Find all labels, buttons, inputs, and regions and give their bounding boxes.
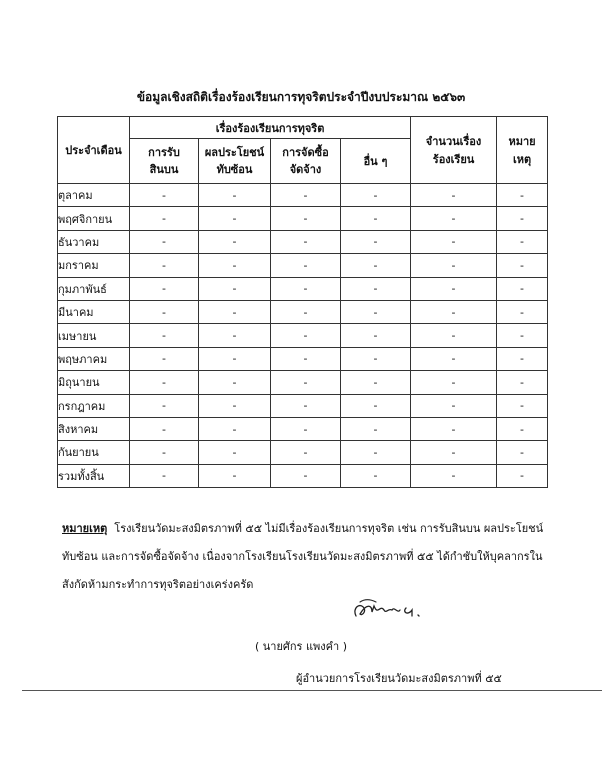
value-cell: -	[130, 417, 199, 440]
value-cell: -	[199, 230, 271, 253]
month-cell: เมษายน	[58, 324, 130, 347]
month-cell: สิงหาคม	[58, 417, 130, 440]
value-cell: -	[199, 207, 271, 230]
value-cell: -	[497, 347, 548, 370]
value-cell: -	[341, 230, 411, 253]
value-cell: -	[271, 184, 341, 207]
month-cell: ตุลาคม	[58, 184, 130, 207]
value-cell: -	[199, 254, 271, 277]
value-cell: -	[411, 417, 497, 440]
table-row	[58, 441, 548, 464]
value-cell: -	[199, 441, 271, 464]
value-cell: -	[341, 394, 411, 417]
value-cell: -	[130, 207, 199, 230]
table-row	[58, 371, 548, 394]
value-cell: -	[130, 230, 199, 253]
table-row	[58, 394, 548, 417]
value-cell: -	[411, 324, 497, 347]
table-row	[58, 207, 548, 230]
remark-block	[62, 515, 550, 599]
value-cell: -	[130, 464, 199, 487]
value-cell: -	[271, 394, 341, 417]
other-column-header: อื่น ๆ	[341, 139, 411, 184]
value-cell: -	[271, 464, 341, 487]
table-row	[58, 230, 548, 253]
value-cell: -	[199, 464, 271, 487]
table-row	[58, 324, 548, 347]
value-cell: -	[341, 300, 411, 323]
note-column-header: หมาย เหตุ	[497, 117, 548, 184]
value-cell: -	[411, 441, 497, 464]
value-cell: -	[271, 230, 341, 253]
value-cell: -	[341, 254, 411, 277]
value-cell: -	[341, 277, 411, 300]
month-cell: ธันวาคม	[58, 230, 130, 253]
value-cell: -	[130, 277, 199, 300]
value-cell: -	[411, 207, 497, 230]
value-cell: -	[411, 371, 497, 394]
value-cell: -	[199, 324, 271, 347]
value-cell: -	[497, 394, 548, 417]
value-cell: -	[411, 184, 497, 207]
value-cell: -	[341, 441, 411, 464]
value-cell: -	[497, 207, 548, 230]
value-cell: -	[271, 254, 341, 277]
value-cell: -	[411, 347, 497, 370]
value-cell: -	[199, 371, 271, 394]
conflict-of-interest-column-header: ผลประโยชน์ ทับซ้อน	[199, 139, 271, 184]
value-cell: -	[130, 324, 199, 347]
value-cell: -	[271, 277, 341, 300]
count-column-header: จำนวนเรื่อง ร้องเรียน	[411, 117, 497, 184]
value-cell: -	[130, 184, 199, 207]
value-cell: -	[341, 184, 411, 207]
value-cell: -	[341, 347, 411, 370]
page-divider-line	[22, 690, 602, 691]
value-cell: -	[411, 300, 497, 323]
value-cell: -	[497, 300, 548, 323]
month-cell: กุมภาพันธ์	[58, 277, 130, 300]
month-cell: พฤศจิกายน	[58, 207, 130, 230]
value-cell: -	[411, 277, 497, 300]
value-cell: -	[497, 254, 548, 277]
table-row	[58, 300, 548, 323]
value-cell: -	[411, 254, 497, 277]
value-cell: -	[271, 417, 341, 440]
month-cell: มีนาคม	[58, 300, 130, 323]
value-cell: -	[199, 394, 271, 417]
value-cell: -	[497, 464, 548, 487]
remark-text: โรงเรียนวัดมะสงมิตรภาพที่ ๕๕ ไม่มีเรื่องร้องเรียนการทุจริต เช่น การรับสินบน ผลประโยชน์ทับซ้อน และการจัดซื้อจัดจ้าง เนื่องจากโรงเรียนโรงเรียนวัดมะสงมิตรภาพที่ ๕๕ ได้กำชับให้บุคลากรในสังกัดห้ามกระทำการทุจริตอย่างเคร่งครัด	[62, 522, 544, 591]
value-cell: -	[130, 347, 199, 370]
month-cell: กรกฎาคม	[58, 394, 130, 417]
month-cell: มิถุนายน	[58, 371, 130, 394]
signer-name: ( นายศักร แพงคำ )	[254, 640, 347, 653]
value-cell: -	[271, 371, 341, 394]
value-cell: -	[271, 324, 341, 347]
table-row	[58, 347, 548, 370]
value-cell: -	[271, 207, 341, 230]
value-cell: -	[130, 300, 199, 323]
value-cell: -	[199, 277, 271, 300]
value-cell: -	[411, 394, 497, 417]
value-cell: -	[497, 277, 548, 300]
document-title: ข้อมูลเชิงสถิติเรื่องร้องเรียนการทุจริตประจำปีงบประมาณ ๒๕๖๓	[136, 90, 466, 104]
month-cell: มกราคม	[58, 254, 130, 277]
value-cell: -	[411, 464, 497, 487]
complaint-statistics-table	[57, 116, 548, 488]
value-cell: -	[341, 371, 411, 394]
complaint-group-header: เรื่องร้องเรียนการทุจริต	[130, 117, 411, 139]
handwritten-signature	[350, 598, 430, 622]
value-cell: -	[130, 441, 199, 464]
value-cell: -	[130, 394, 199, 417]
table-row	[58, 254, 548, 277]
month-column-header: ประจำเดือน	[58, 117, 130, 184]
table-row	[58, 464, 548, 487]
value-cell: -	[341, 417, 411, 440]
bribery-column-header: การรับ สินบน	[130, 139, 199, 184]
value-cell: -	[130, 254, 199, 277]
value-cell: -	[497, 230, 548, 253]
value-cell: -	[497, 184, 548, 207]
value-cell: -	[497, 417, 548, 440]
value-cell: -	[271, 347, 341, 370]
value-cell: -	[497, 371, 548, 394]
remark-label: หมายเหตุ	[62, 522, 108, 535]
value-cell: -	[497, 324, 548, 347]
value-cell: -	[341, 207, 411, 230]
value-cell: -	[341, 464, 411, 487]
table-row	[58, 184, 548, 207]
month-cell: กันยายน	[58, 441, 130, 464]
value-cell: -	[341, 324, 411, 347]
value-cell: -	[411, 230, 497, 253]
value-cell: -	[199, 417, 271, 440]
value-cell: -	[497, 441, 548, 464]
month-cell: พฤษภาคม	[58, 347, 130, 370]
value-cell: -	[271, 300, 341, 323]
table-row	[58, 277, 548, 300]
procurement-column-header: การจัดซื้อ จัดจ้าง	[271, 139, 341, 184]
value-cell: -	[199, 347, 271, 370]
table-row	[58, 417, 548, 440]
value-cell: -	[271, 441, 341, 464]
value-cell: -	[199, 300, 271, 323]
value-cell: -	[130, 371, 199, 394]
signer-position: ผู้อำนวยการโรงเรียนวัดมะสงมิตรภาพที่ ๕๕	[296, 672, 502, 685]
month-cell: รวมทั้งสิ้น	[58, 464, 130, 487]
value-cell: -	[199, 184, 271, 207]
table-body	[58, 184, 548, 488]
